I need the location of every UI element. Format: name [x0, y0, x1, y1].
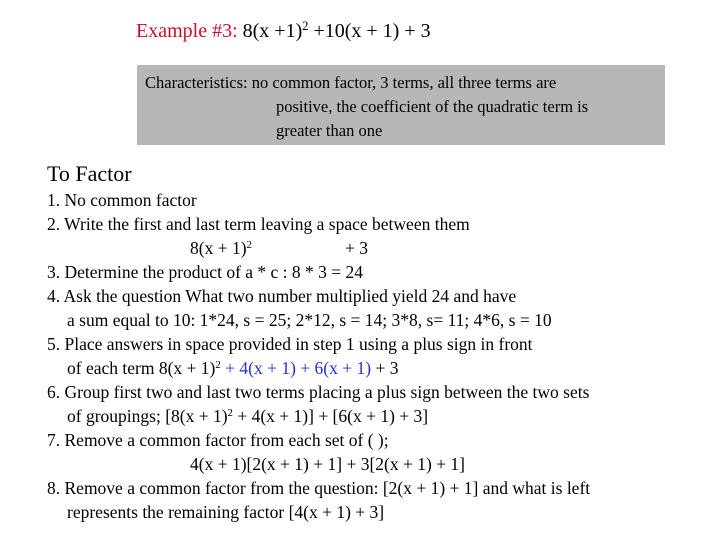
step-5-line-1: 5. Place answers in space provided in step 1 using a plus sign in front	[47, 334, 533, 354]
step-8-line-2: represents the remaining factor [4(x + 1) + 3]	[67, 502, 385, 522]
section-title: To Factor	[47, 161, 132, 186]
step-2-first-term: $8(x + 1)^2$	[190, 238, 252, 258]
step-1: 1. No common factor	[47, 190, 197, 210]
example-label: Example #3:	[136, 20, 238, 42]
step-5-line-2: of each term $8(x + 1)^2 + 4(x + 1) + 6(x + 1) + 3$	[67, 358, 399, 378]
characteristics-line-2: positive, the coefficient of the quadratic term is	[276, 97, 589, 116]
step-2-last-term: + 3	[345, 238, 368, 258]
step-4-line-1: 4. Ask the question What two number multiplied yield 24 and have	[47, 286, 517, 306]
characteristics-line-3: greater than one	[276, 121, 383, 140]
step-6-line-2: of groupings; $[8(x + 1)^2 + 4(x + 1)] + [6(x + 1) + 3]$	[67, 406, 429, 426]
step-8-line-1: 8. Remove a common factor from the question: [2(x + 1) + 1] and what is left	[47, 478, 591, 498]
example-expression: $8(x +1)^2 +10(x + 1) + 3$	[242, 19, 431, 42]
step-2: 2. Write the first and last term leaving a space between them	[47, 214, 470, 234]
characteristics-line-1: Characteristics: no common factor, 3 terms, all three terms are	[145, 73, 557, 92]
step-4-line-2: a sum equal to 10: 1*24, s = 25; 2*12, s = 14; 3*8, s= 11; 4*6, s = 10	[67, 310, 552, 330]
inserted-middle-terms: + 4(x + 1) + 6(x + 1)	[220, 358, 372, 378]
characteristics-box	[137, 65, 665, 145]
step-7-line-2: 4(x + 1)[2(x + 1) + 1] + 3[2(x + 1) + 1]	[190, 454, 465, 474]
step-3: 3. Determine the product of a * c : 8 * 3 = 24	[47, 262, 364, 282]
example-title	[136, 18, 431, 44]
step-6-line-1: 6. Group first two and last two terms placing a plus sign between the two sets	[47, 382, 590, 402]
step-7-line-1: 7. Remove a common factor from each set of ( );	[47, 430, 389, 450]
